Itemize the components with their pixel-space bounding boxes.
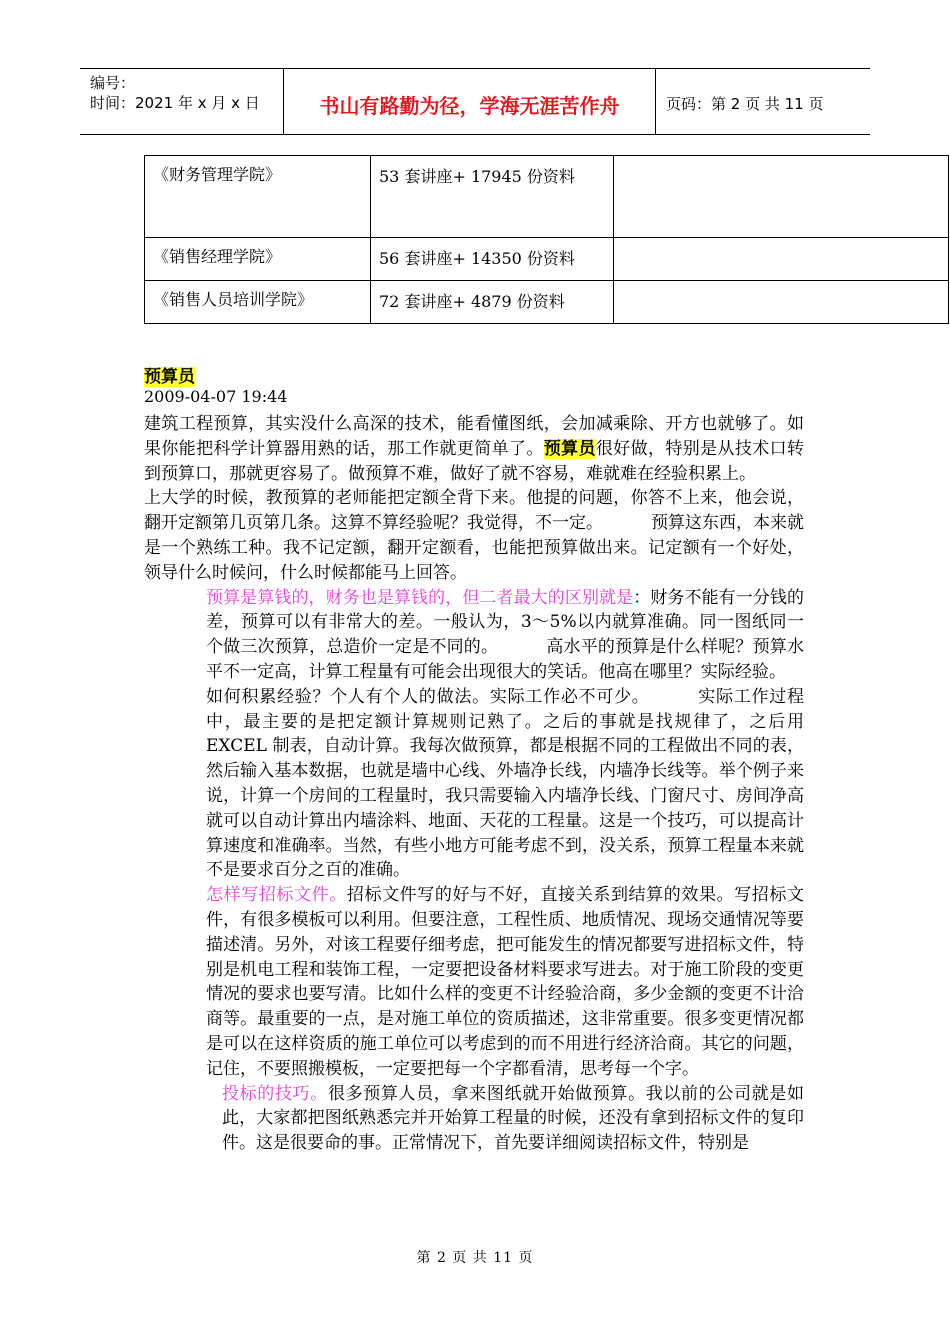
table-row <box>145 281 949 324</box>
page-footer: 第 2 页 共 11 页 <box>416 1250 534 1266</box>
text-run: 招标文件写的好与不好，直接关系到结算的效果。写招标文件，有很多模板可以利用。但要注意，工程性质、地质情况、现场交通情况等要描述清。另外，对该工程要仔细考虑，把可能发生的情况都要写进招标文件，特别是机电工程和装饰工程，一定要把设备材料要求写进去。对于施工阶段的变更情况的要求也要写清。比如什么样的变更不计经验洽商，多少金额的变更不计洽商等。最重要的一点，是对施工单位的资质描述，这非常重要。很多变更情况都是可以在这样资质的施工单位可以考虑到的而不用进行经济洽商。其它的问题，记住，不要照搬模板，一定要把每一个字都看清，思考每一个字。 <box>206 885 805 1079</box>
table-row <box>145 156 949 238</box>
pink-lead: 预算是算钱的，财务也是算钱的，但二者最大的区别就是 <box>206 587 634 608</box>
article-body <box>144 412 804 1156</box>
table-cell-name: 《销售经理学院》 <box>145 238 371 281</box>
text-run: 预算这东西，本来就是一个熟练工种。我不记定额，翻开定额看，也能把预算做出来。记定额有一个好处，领导什么时候问，什么时候都能马上回答。 <box>144 513 804 583</box>
text-run: ：财务不能有一分钱的差，预算可以有非常大的差。一般认为，3～5%以内就算准确。同一图纸同一个做三次预算，总造价一定是不同的。 <box>206 587 805 658</box>
table-row <box>145 238 949 281</box>
header-meta <box>80 69 284 134</box>
table-cell-extra <box>614 238 949 281</box>
article-title-text: 预算员 <box>144 367 195 387</box>
table-cell-desc: 56 套讲座+ 14350 份资料 <box>371 238 614 281</box>
number-label: 编号： <box>90 74 136 92</box>
time-label: 时间：2021 年 x 月 x 日 <box>90 94 260 112</box>
text-run: 高水平的预算是什么样呢？预算水平不一定高，计算工程量有可能会出现很大的笑话。他高在哪里？实际经验。 <box>206 637 804 682</box>
text-run: 很多预算人员，拿来图纸就开始做预算。我以前的公司就是如此，大家都把图纸熟悉完并开始算工程量的时候，还没有拿到招标文件的复印件。这是很要命的事。正常情况下，首先要详细阅读招标文件，特别是 <box>222 1083 804 1154</box>
resource-table <box>144 155 949 324</box>
text-run: 实际工作过程中，最主要的是把定额计算规则记熟了。之后的事就是找规律了，之后用 EXCEL 制表，自动计算。我每次做预算，都是根据不同的工程做出不同的表，然后输入基本数据，也就是墙中心线、外墙净长线，内墙净长线等。举个例子来说，计算一个房间的工程量时，我只需要输入内墙净长线、门窗尺寸、房间净高就可以自动计算出内墙涂料、地面、天花的工程量。这是一个技巧，可以提高计算速度和准确率。当然，有些小地方可能考虑不到，没关系，预算工程量本来就不是要求百分之百的准确。 <box>206 686 805 881</box>
header-page-number: 页码：第 2 页 共 11 页 <box>666 95 824 113</box>
text-run: 如何积累经验？个人有个人的做法。实际工作必不可少。 <box>206 686 650 707</box>
table-cell-desc: 72 套讲座+ 4879 份资料 <box>371 281 614 324</box>
table-cell-extra <box>614 156 949 238</box>
text-run: 建筑工程预算，其实没什么高深的技术，能看懂图纸，会加减乘除、开方也就够了。如果你能把科学计算器用熟的话，那工作就更简单了。 <box>144 414 804 459</box>
article-title <box>144 362 195 387</box>
table-cell-name: 《财务管理学院》 <box>145 156 371 238</box>
table-cell-desc: 53 套讲座+ 17945 份资料 <box>371 156 614 238</box>
paragraph-4 <box>144 1082 804 1156</box>
text-run: 上大学的时候，教预算的老师能把定额全背下来。他提的问题，你答不上来，他会说，翻开定额第几页第几条。这算不算经验呢？我觉得，不一定。 <box>144 488 804 534</box>
table-cell-extra <box>614 281 949 324</box>
pink-lead: 怎样写招标文件。 <box>206 885 347 906</box>
paragraph-1 <box>144 412 804 586</box>
text-run: 很好做，特别是从技术口转到预算口，那就更容易了。做预算不难，做好了就不容易，难就难在经验积累上。 <box>144 438 805 484</box>
pink-lead: 投标的技巧。 <box>222 1083 328 1104</box>
article-date: 2009-04-07 19:44 <box>144 387 288 406</box>
keyword-highlight: 预算员 <box>543 438 596 459</box>
header-motto: 书山有路勤为径，学海无涯苦作舟 <box>284 69 656 134</box>
table-cell-name: 《销售人员培训学院》 <box>145 281 371 324</box>
paragraph-3 <box>144 883 804 1081</box>
paragraph-2 <box>144 586 804 884</box>
page-header <box>80 68 870 135</box>
